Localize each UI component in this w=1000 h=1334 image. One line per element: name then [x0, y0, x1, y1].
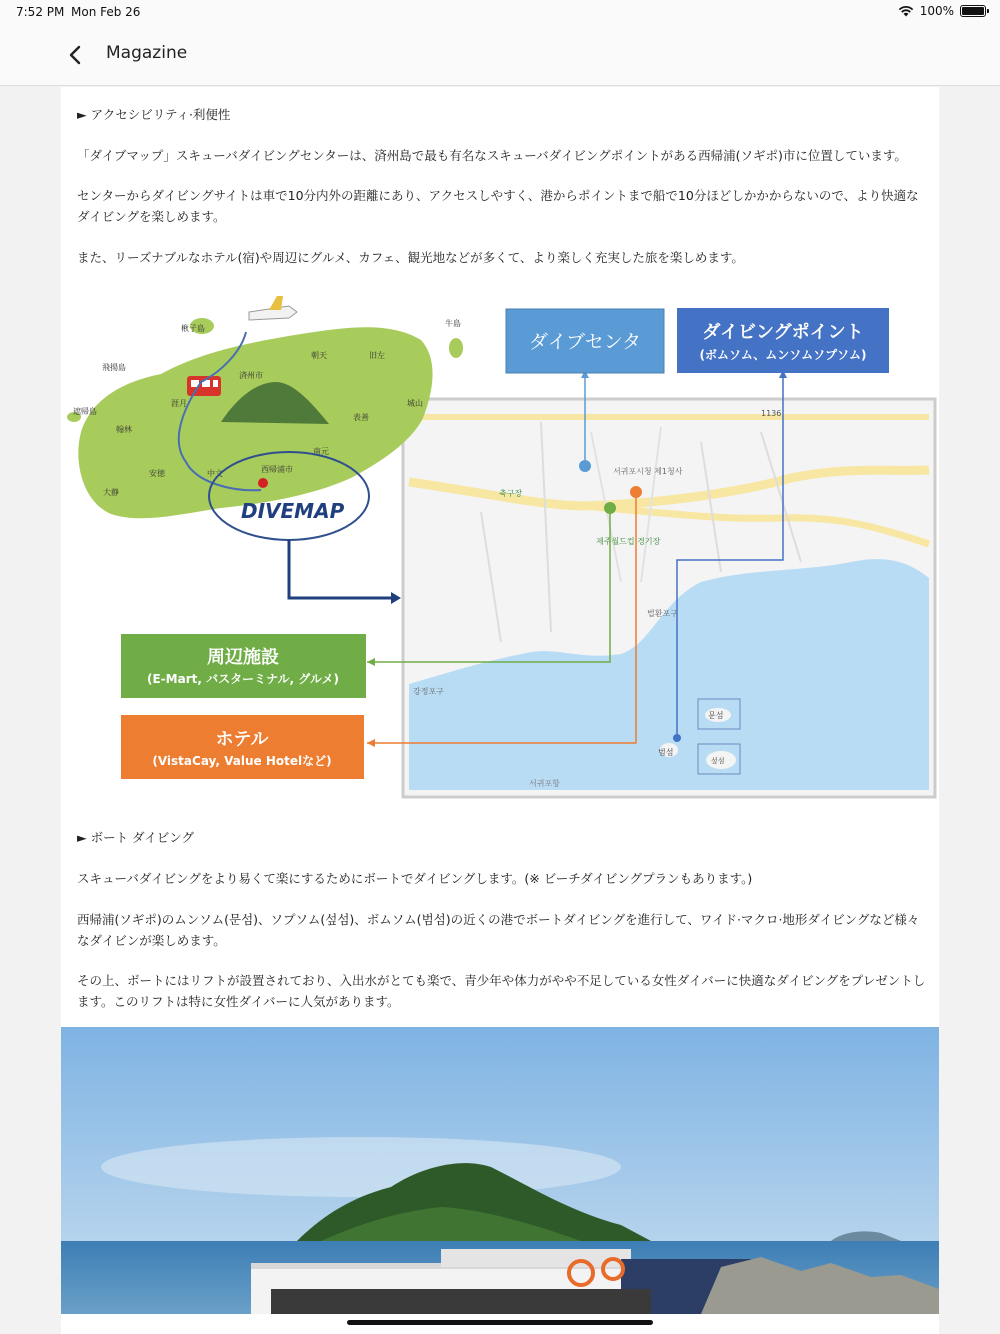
label-dive-point-text: ダイビングポイント: [702, 322, 864, 343]
paragraph-boat-lift: その上、ボートにはリフトが設置されており、入出水がとても楽で、青少年や体力がやや不足している女性ダイバーに快適なダイビングをプレゼントします。このリフトは特に女性ダイバーに人気があります。: [77, 973, 926, 1009]
battery-percent: 100%: [919, 4, 954, 18]
map-place-seongsan: 城山: [407, 399, 423, 408]
map-place-namwon: 南元: [313, 447, 329, 456]
label-dive-center: [506, 309, 664, 373]
map-place-hallim: 翰林: [116, 425, 132, 434]
wifi-icon: [898, 5, 914, 17]
status-date: Mon Feb 26: [71, 5, 141, 19]
battery-icon: [960, 5, 986, 17]
street-map: [403, 399, 935, 797]
status-bar: [0, 0, 1000, 24]
label-facilities: [121, 634, 366, 698]
paragraph-boat-intro: スキューバダイビングをより易くて楽にするためにボートでダイビングします。(※ ビーチダイビングプランもあります。): [77, 871, 753, 886]
paragraph-location: 「ダイブマップ」スキューバダイビングセンターは、済州島で最も有名なスキューバダイビングポイントがある西帰浦(ソギポ)市に位置しています。: [77, 148, 907, 163]
section-heading-accessibility: ► アクセシビリティ·利便性: [77, 107, 231, 122]
divemap-brand: DIVEMAP: [241, 499, 345, 523]
status-time: 7:52 PM: [16, 5, 65, 19]
map-place-gangjeong: 강정포구: [413, 687, 444, 696]
map-road-1136: 1136: [761, 409, 782, 418]
label-dive-point: [677, 308, 889, 373]
map-place-udo: 牛島: [445, 319, 461, 328]
map-place-daejeong: 大静: [103, 488, 119, 497]
label-hotel: [121, 715, 364, 779]
map-place-pyoseon: 表善: [353, 413, 369, 422]
map-place-cityhall: 서귀포시청 제1청사: [613, 467, 683, 476]
label-facilities-text: 周辺施設: [207, 647, 279, 668]
map-place-beophwan: 법환포구: [647, 609, 678, 618]
map-place-seogwipo-port: 서귀포항: [529, 779, 560, 788]
map-place-aewol: 涯月: [171, 399, 187, 408]
label-dive-center-text: ダイブセンタ: [528, 331, 642, 353]
map-place-gujwa: 旧左: [369, 351, 385, 360]
label-facilities-sub: (E-Mart, バスターミナル, グルメ): [147, 672, 339, 686]
map-place-munseom: 문섬: [708, 711, 724, 720]
map-place-jocheon: 朝天: [311, 351, 327, 360]
map-place-chuja: 楸子島: [181, 324, 205, 333]
dive-map-infographic: [61, 282, 939, 802]
status-right: [898, 4, 986, 18]
map-place-seogwipo-city: 西帰浦市: [261, 465, 293, 474]
map-place-andeok: 安徳: [149, 469, 165, 478]
label-hotel-sub: (VistaCay, Value Hotelなど): [152, 754, 332, 768]
label-hotel-text: ホテル: [215, 729, 269, 750]
map-place-worldcup: 제주월드컵 경기장: [596, 537, 661, 546]
label-dive-point-sub: (ボムソム、ムンソムソプソム): [699, 348, 867, 362]
paragraph-access: センターからダイビングサイトは車で10分内外の距離にあり、アクセスしやすく、港からポイントまで船で10分ほどしかかからないので、より快適なダイビングを楽しめます。: [77, 188, 919, 224]
map-place-stadium: 축구장: [499, 489, 523, 498]
chevron-left-icon: [68, 45, 82, 65]
page-title: Magazine: [106, 43, 188, 63]
map-place-beomseom: 범섬: [658, 748, 674, 757]
paragraph-hotels: また、リーズナブルなホテル(宿)や周辺にグルメ、カフェ、観光地などが多くて、より楽しく充実した旅を楽しめます。: [77, 250, 744, 265]
nav-bar: [0, 24, 1000, 86]
article-content[interactable]: [61, 87, 939, 1334]
map-place-chagwido: 遮帰島: [73, 407, 97, 416]
map-place-seopseom: 섶섬: [711, 757, 725, 765]
back-button[interactable]: [60, 39, 90, 71]
map-place-biyang: 飛揚島: [102, 363, 126, 372]
paragraph-boat-points: 西帰浦(ソギポ)のムンソム(문섬)、ソプソム(섶섬)、ボムソム(범섬)の近くの港でボートダイビングを進行して、ワイド·マクロ·地形ダイビングなど様々なダイビンが楽しめます。: [77, 912, 920, 948]
section-heading-boat: ► ボート ダイビング: [77, 830, 195, 845]
home-indicator[interactable]: [347, 1320, 653, 1325]
island-boat-photo: [61, 1027, 939, 1314]
map-svg: [61, 282, 939, 802]
map-place-jungmun: 中文: [207, 469, 223, 478]
map-place-jeju-city: 済州市: [239, 371, 263, 380]
